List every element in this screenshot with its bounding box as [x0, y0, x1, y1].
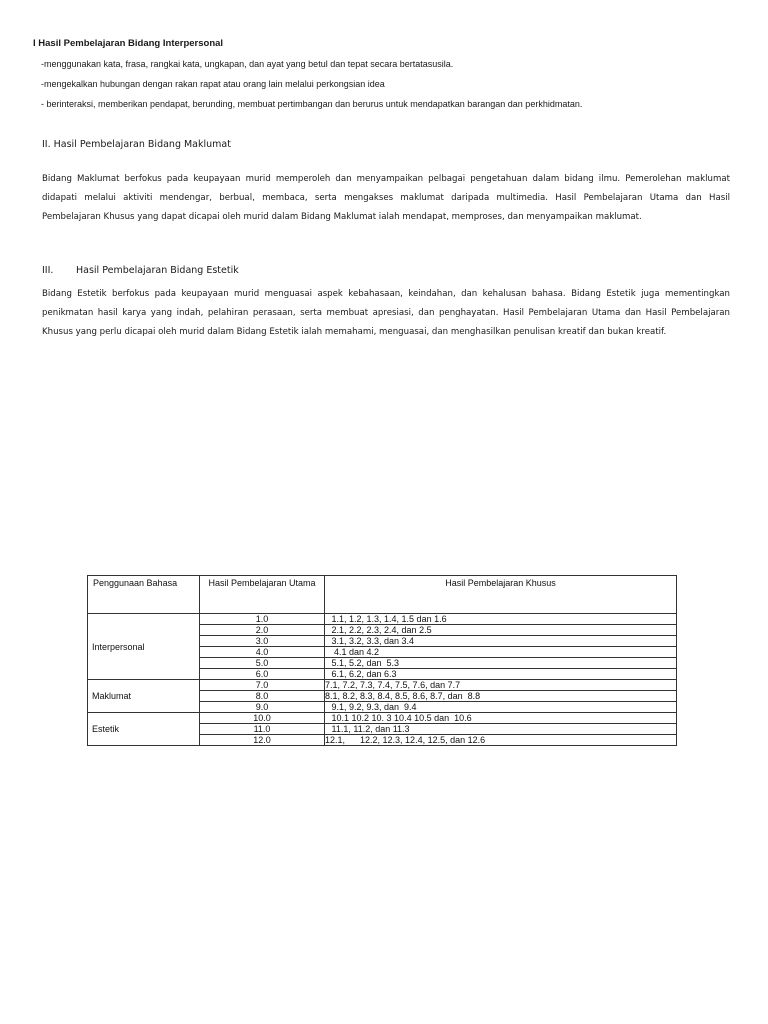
section3-line-2: penikmatan hasil karya yang indah, pelahiran perasaan, serta membuat apresiasi, dan penghayatan. Hasil Pembelajaran Utama dan Hasil Pembelajaran [42, 308, 730, 318]
khusus-cell: 6.1, 6.2, dan 6.3 [325, 669, 677, 680]
utama-cell: 2.0 [200, 625, 325, 636]
khusus-cell: 3.1, 3.2, 3.3, dan 3.4 [325, 636, 677, 647]
section2-line-1: Bidang Maklumat berfokus pada keupayaan murid memperoleh dan menyampaikan pelbagai pengetahuan dalam bidang ilmu. Pemerolehan maklumat [42, 174, 730, 184]
khusus-cell: 5.1, 5.2, dan 5.3 [325, 658, 677, 669]
section1-bullet-3: - berinteraksi, memberikan pendapat, berunding, membuat pertimbangan dan berurus untuk mendapatkan barangan dan perkhidmatan. [41, 99, 583, 109]
table-row [88, 680, 677, 691]
section1-bullet-1: -menggunakan kata, frasa, rangkai kata, ungkapan, dan ayat yang betul dan tepat secara bertatasusila. [41, 59, 454, 69]
section3-line-3: Khusus yang perlu dicapai oleh murid dalam Bidang Estetik ialah memahami, menguasai, dan menghasilkan penulisan kreatif dan bukan kreatif. [42, 327, 667, 337]
utama-cell: 9.0 [200, 702, 325, 713]
khusus-cell: 11.1, 11.2, dan 11.3 [325, 724, 677, 735]
group-label-maklumat: Maklumat [88, 680, 200, 713]
section3-heading [42, 265, 239, 276]
khusus-cell: 4.1 dan 4.2 [325, 647, 677, 658]
header-hasil-khusus: Hasil Pembelajaran Khusus [325, 576, 677, 614]
khusus-cell: 2.1, 2.2, 2.3, 2.4, dan 2.5 [325, 625, 677, 636]
khusus-cell: 9.1, 9.2, 9.3, dan 9.4 [325, 702, 677, 713]
section1-bullet-2: -mengekalkan hubungan dengan rakan rapat atau orang lain melalui perkongsian idea [41, 79, 385, 89]
header-penggunaan-bahasa: Penggunaan Bahasa [88, 576, 200, 614]
section2-title: II. Hasil Pembelajaran Bidang Maklumat [42, 139, 231, 150]
utama-cell: 6.0 [200, 669, 325, 680]
section1-title: I Hasil Pembelajaran Bidang Interpersonal [33, 38, 224, 49]
group-label-estetik: Estetik [88, 713, 200, 746]
utama-cell: 3.0 [200, 636, 325, 647]
learning-outcomes-table [87, 575, 677, 746]
utama-cell: 1.0 [200, 614, 325, 625]
section2-paragraph [42, 170, 730, 227]
section3-title: Hasil Pembelajaran Bidang Estetik [76, 265, 239, 276]
table-row [88, 614, 677, 625]
utama-cell: 10.0 [200, 713, 325, 724]
table-row [88, 713, 677, 724]
khusus-cell: 1.1, 1.2, 1.3, 1.4, 1.5 dan 1.6 [325, 614, 677, 625]
section3-number: III. [42, 265, 54, 276]
section3-paragraph [42, 285, 730, 342]
khusus-cell: 8.1, 8.2, 8.3, 8.4, 8.5, 8.6, 8.7, dan 8.8 [325, 691, 677, 702]
utama-cell: 5.0 [200, 658, 325, 669]
section3-line-1: Bidang Estetik berfokus pada keupayaan murid menguasai aspek kebahasaan, keindahan, dan kehalusan bahasa. Bidang Estetik juga mementingkan [42, 289, 730, 299]
utama-cell: 12.0 [200, 735, 325, 746]
khusus-cell: 12.1, 12.2, 12.3, 12.4, 12.5, dan 12.6 [325, 735, 677, 746]
khusus-cell: 7.1, 7.2, 7.3, 7.4, 7.5, 7.6, dan 7.7 [325, 680, 677, 691]
header-hasil-utama: Hasil Pembelajaran Utama [200, 576, 325, 614]
section2-line-2: didapati melalui aktiviti mendengar, berbual, membaca, serta mengakses maklumat daripada multimedia. Hasil Pembelajaran Utama dan Hasil [42, 193, 730, 203]
utama-cell: 7.0 [200, 680, 325, 691]
group-label-interpersonal: Interpersonal [88, 614, 200, 680]
khusus-cell: 10.1 10.2 10. 3 10.4 10.5 dan 10.6 [325, 713, 677, 724]
utama-cell: 11.0 [200, 724, 325, 735]
utama-cell: 4.0 [200, 647, 325, 658]
utama-cell: 8.0 [200, 691, 325, 702]
table-header-row [88, 576, 677, 614]
section2-line-3: Pembelajaran Khusus yang dapat dicapai oleh murid dalam Bidang Maklumat ialah mendapat, memproses, dan menyampaikan maklumat. [42, 212, 642, 222]
